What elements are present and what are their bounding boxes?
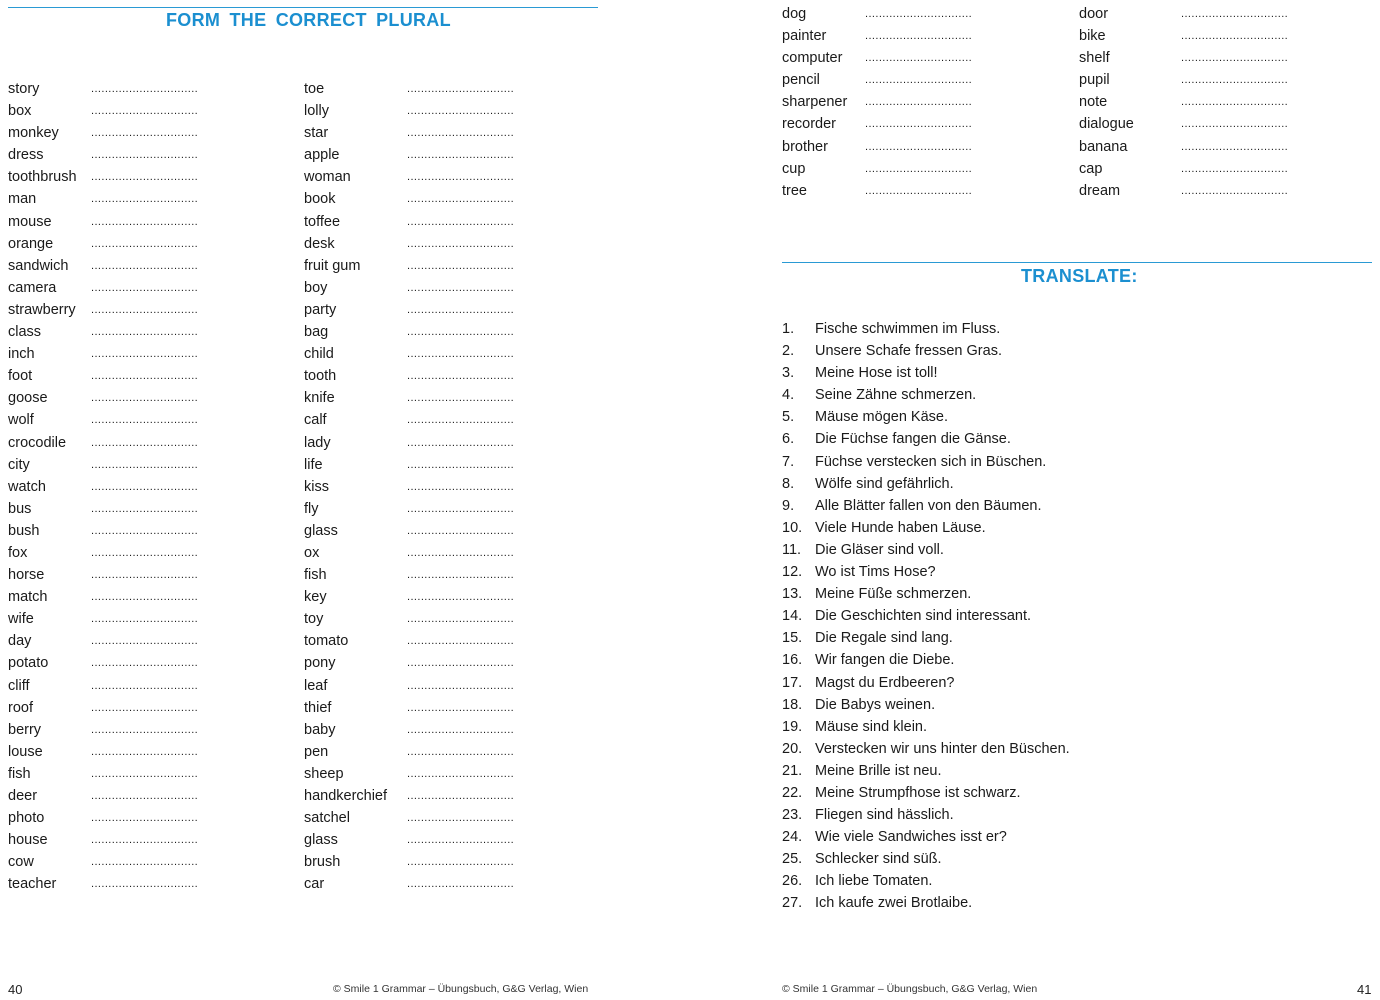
plural-word: wife: [8, 611, 34, 628]
answer-blank[interactable]: ...............................: [91, 745, 199, 758]
plural-word: camera: [8, 279, 57, 296]
answer-blank[interactable]: ...............................: [1181, 8, 1289, 20]
sentence-number: 16.: [782, 652, 803, 669]
plural-word: pen: [304, 743, 329, 760]
plural-word: ox: [304, 544, 320, 561]
plural-word: story: [8, 81, 40, 97]
answer-blank[interactable]: ...............................: [407, 745, 515, 758]
answer-blank[interactable]: ...............................: [407, 436, 515, 449]
answer-blank[interactable]: ...............................: [865, 52, 973, 65]
plural-word: inch: [8, 346, 35, 363]
plural-word: bike: [1079, 28, 1106, 45]
answer-blank[interactable]: ...............................: [91, 259, 199, 272]
answer-blank[interactable]: ...............................: [91, 569, 199, 582]
answer-blank[interactable]: ...............................: [91, 723, 199, 736]
answer-blank[interactable]: ...............................: [407, 701, 515, 714]
plural-word: cow: [8, 854, 34, 871]
plural-word: cup: [782, 160, 806, 177]
answer-blank[interactable]: ...............................: [865, 184, 973, 197]
answer-blank[interactable]: ...............................: [407, 790, 515, 802]
answer-blank[interactable]: ...............................: [91, 613, 199, 626]
plural-word: door: [1079, 6, 1109, 22]
sentence-number: 12.: [782, 564, 803, 581]
plural-word: wolf: [8, 412, 34, 429]
answer-blank[interactable]: ...............................: [407, 105, 515, 118]
answer-blank[interactable]: ...............................: [91, 171, 199, 184]
plural-word: fox: [8, 544, 28, 561]
plural-word: foot: [8, 368, 33, 385]
sentence-text: Mäuse sind klein.: [815, 718, 928, 735]
plural-word: sharpener: [782, 94, 848, 111]
plural-word: computer: [782, 50, 843, 67]
answer-blank[interactable]: ...............................: [865, 140, 973, 153]
answer-blank[interactable]: ...............................: [91, 679, 199, 692]
answer-blank[interactable]: ...............................: [1181, 52, 1289, 65]
left-header-rule: [8, 7, 598, 8]
answer-blank[interactable]: ...............................: [407, 193, 515, 206]
plural-word: toe: [304, 81, 325, 97]
answer-blank[interactable]: ...............................: [407, 303, 515, 316]
page-number-right: 41: [1357, 982, 1372, 997]
plural-word: orange: [8, 235, 54, 252]
answer-blank[interactable]: ...............................: [865, 30, 973, 43]
sentence-number: 10.: [782, 519, 803, 536]
answer-blank[interactable]: ...............................: [91, 546, 199, 559]
plural-word: satchel: [304, 810, 350, 827]
plural-word: pencil: [782, 72, 820, 89]
answer-blank[interactable]: ...............................: [407, 480, 515, 493]
plural-word: tomato: [304, 633, 349, 650]
sentence-number: 23.: [782, 807, 803, 824]
sentence-text: Meine Brille ist neu.: [815, 762, 942, 779]
sentence-text: Die Geschichten sind interessant.: [815, 608, 1031, 625]
answer-blank[interactable]: ...............................: [407, 546, 515, 559]
answer-blank[interactable]: ...............................: [91, 303, 199, 316]
plural-word: day: [8, 633, 32, 650]
plural-word: pony: [304, 655, 336, 672]
answer-blank[interactable]: ...............................: [1181, 30, 1289, 43]
plural-word: lady: [304, 434, 331, 451]
sentence-number: 2.: [782, 343, 795, 360]
translate-title: TRANSLATE:: [1021, 266, 1138, 286]
plural-word: thief: [304, 699, 332, 716]
plural-word: book: [304, 191, 336, 208]
copyright-footer-right: © Smile 1 Grammar – Übungsbuch, G&G Verlag, Wien: [782, 983, 1038, 995]
plural-word: child: [304, 346, 334, 363]
answer-blank[interactable]: ...............................: [865, 74, 973, 87]
plural-word: glass: [304, 832, 338, 849]
plural-word: sandwich: [8, 257, 69, 274]
answer-blank[interactable]: ...............................: [407, 237, 515, 250]
answer-blank[interactable]: ...............................: [407, 591, 515, 604]
answer-blank[interactable]: ...............................: [1181, 184, 1289, 197]
sentence-text: Alle Blätter fallen von den Bäumen.: [815, 497, 1042, 514]
plural-word: roof: [8, 699, 33, 716]
plural-word: fish: [304, 567, 327, 584]
plural-word: baby: [304, 721, 336, 738]
plural-word: tree: [782, 182, 807, 199]
sentence-text: Verstecken wir uns hinter den Büschen.: [815, 740, 1070, 757]
copyright-footer-left: © Smile 1 Grammar – Übungsbuch, G&G Verlag, Wien: [333, 983, 589, 995]
plural-word: fly: [304, 500, 319, 517]
answer-blank[interactable]: ...............................: [91, 834, 199, 847]
sentence-number: 20.: [782, 740, 803, 757]
plural-word: calf: [304, 412, 327, 429]
sentence-text: Meine Füße schmerzen.: [815, 586, 972, 603]
plural-word: key: [304, 589, 327, 606]
page-number-left: 40: [8, 982, 23, 997]
answer-blank[interactable]: ...............................: [91, 458, 199, 471]
plural-word: handkerchief: [304, 788, 388, 804]
plural-word: desk: [304, 235, 335, 252]
sentence-text: Meine Strumpfhose ist schwarz.: [815, 784, 1021, 801]
plural-word: shelf: [1079, 50, 1110, 67]
answer-blank[interactable]: ...............................: [91, 237, 199, 250]
answer-blank[interactable]: ...............................: [91, 392, 199, 405]
answer-blank[interactable]: ...............................: [407, 326, 515, 339]
plural-word: horse: [8, 567, 45, 584]
plural-word: match: [8, 589, 48, 606]
plural-word: woman: [304, 169, 351, 186]
plural-word: car: [304, 876, 325, 893]
answer-blank[interactable]: ...............................: [407, 613, 515, 626]
answer-blank[interactable]: ...............................: [91, 105, 199, 118]
plural-word: toy: [304, 611, 324, 628]
plural-word: fish: [8, 765, 31, 782]
plural-word: monkey: [8, 125, 59, 142]
plural-word: cliff: [8, 677, 30, 694]
plural-word: cap: [1079, 160, 1103, 177]
plural-word: crocodile: [8, 434, 67, 451]
answer-blank[interactable]: ...............................: [91, 326, 199, 339]
plural-word: lolly: [304, 103, 329, 120]
sentence-number: 7.: [782, 453, 795, 470]
plural-word: recorder: [782, 116, 836, 133]
plural-word: fruit gum: [304, 257, 361, 274]
answer-blank[interactable]: ...............................: [407, 569, 515, 582]
sentence-number: 1.: [782, 321, 795, 337]
sentence-number: 8.: [782, 475, 795, 492]
plural-word: photo: [8, 810, 45, 827]
answer-blank[interactable]: ...............................: [407, 171, 515, 184]
answer-blank[interactable]: ...............................: [407, 370, 515, 383]
answer-blank[interactable]: ...............................: [91, 414, 199, 427]
answer-blank[interactable]: ...............................: [91, 127, 199, 140]
sentence-text: Magst du Erdbeeren?: [815, 674, 955, 691]
answer-blank[interactable]: ...............................: [407, 723, 515, 736]
answer-blank[interactable]: ...............................: [91, 502, 199, 515]
answer-blank[interactable]: ...............................: [1181, 162, 1289, 175]
sentence-number: 26.: [782, 873, 803, 890]
plural-word: tooth: [304, 368, 337, 385]
sentence-number: 22.: [782, 784, 803, 801]
sentence-number: 19.: [782, 718, 803, 735]
answer-blank[interactable]: ...............................: [1181, 140, 1289, 153]
answer-blank[interactable]: ...............................: [91, 436, 199, 449]
plural-word: goose: [8, 390, 48, 407]
answer-blank[interactable]: ...............................: [407, 856, 515, 869]
sentence-text: Wölfe sind gefährlich.: [815, 475, 954, 492]
plural-word: toothbrush: [8, 169, 77, 186]
answer-blank[interactable]: ...............................: [407, 878, 515, 891]
answer-blank[interactable]: ...............................: [407, 812, 515, 825]
answer-blank[interactable]: ...............................: [91, 83, 199, 95]
answer-blank[interactable]: ...............................: [407, 149, 515, 162]
sentence-text: Ich liebe Tomaten.: [815, 873, 933, 890]
sentence-number: 25.: [782, 851, 803, 868]
answer-blank[interactable]: ...............................: [91, 812, 199, 825]
answer-blank[interactable]: ...............................: [91, 701, 199, 714]
answer-blank[interactable]: ...............................: [407, 259, 515, 272]
answer-blank[interactable]: ...............................: [407, 414, 515, 427]
sentence-text: Füchse verstecken sich in Büschen.: [815, 453, 1047, 470]
plural-word: dialogue: [1079, 116, 1134, 133]
plural-word: knife: [304, 390, 335, 407]
plural-word: note: [1079, 94, 1108, 111]
plural-word: pupil: [1079, 72, 1110, 89]
answer-blank[interactable]: ...............................: [407, 834, 515, 847]
plural-word: potato: [8, 655, 49, 672]
plural-word: watch: [8, 478, 46, 495]
answer-blank[interactable]: ...............................: [91, 193, 199, 206]
plural-word: bag: [304, 324, 329, 341]
answer-blank[interactable]: ...............................: [407, 767, 515, 780]
answer-blank[interactable]: ...............................: [407, 215, 515, 228]
answer-blank[interactable]: ...............................: [91, 480, 199, 493]
sentence-text: Mäuse mögen Käse.: [815, 409, 948, 426]
plural-word: deer: [8, 788, 38, 804]
answer-blank[interactable]: ...............................: [91, 878, 199, 891]
answer-blank[interactable]: ...............................: [407, 657, 515, 670]
sentence-number: 13.: [782, 586, 803, 603]
plural-word: bus: [8, 500, 32, 517]
plural-word: boy: [304, 279, 328, 296]
plural-word: mouse: [8, 213, 52, 230]
plural-word: dress: [8, 147, 44, 164]
plural-word: apple: [304, 147, 340, 164]
plural-word: berry: [8, 721, 42, 738]
answer-blank[interactable]: ...............................: [91, 635, 199, 648]
answer-blank[interactable]: ...............................: [1181, 96, 1289, 109]
plural-word: dog: [782, 6, 807, 22]
sentence-text: Schlecker sind süß.: [815, 851, 942, 868]
answer-blank[interactable]: ...............................: [407, 83, 515, 95]
answer-blank[interactable]: ...............................: [407, 458, 515, 471]
sentence-text: Wo ist Tims Hose?: [815, 564, 936, 581]
answer-blank[interactable]: ...............................: [91, 149, 199, 162]
sentence-number: 18.: [782, 696, 803, 713]
sentence-number: 5.: [782, 409, 795, 426]
answer-blank[interactable]: ...............................: [865, 8, 973, 20]
sentence-text: Seine Zähne schmerzen.: [815, 387, 977, 404]
plural-word: brush: [304, 854, 341, 871]
sentence-text: Ich kaufe zwei Brotlaibe.: [815, 895, 973, 912]
answer-blank[interactable]: ...............................: [91, 856, 199, 869]
sentence-number: 27.: [782, 895, 803, 912]
answer-blank[interactable]: ...............................: [91, 524, 199, 537]
sentence-text: Die Gläser sind voll.: [815, 541, 944, 558]
plural-word: man: [8, 191, 37, 208]
plural-word: brother: [782, 138, 828, 155]
sentence-number: 17.: [782, 674, 803, 691]
answer-blank[interactable]: ...............................: [407, 502, 515, 515]
answer-blank[interactable]: ...............................: [91, 281, 199, 294]
sentence-text: Viele Hunde haben Läuse.: [815, 519, 986, 536]
plural-word: louse: [8, 743, 43, 760]
answer-blank[interactable]: ...............................: [407, 524, 515, 537]
answer-blank[interactable]: ...............................: [407, 127, 515, 140]
sentence-number: 15.: [782, 630, 803, 647]
plural-word: strawberry: [8, 301, 76, 318]
answer-blank[interactable]: ...............................: [407, 392, 515, 405]
plural-word: glass: [304, 522, 338, 539]
sentence-number: 21.: [782, 762, 803, 779]
answer-blank[interactable]: ...............................: [91, 767, 199, 780]
answer-blank[interactable]: ...............................: [407, 679, 515, 692]
sentence-text: Wie viele Sandwiches isst er?: [815, 829, 1007, 846]
sentence-text: Die Regale sind lang.: [815, 630, 953, 647]
sentence-text: Meine Hose ist toll!: [815, 365, 938, 382]
sentence-text: Fische schwimmen im Fluss.: [815, 321, 1001, 337]
sentence-number: 3.: [782, 365, 795, 382]
answer-blank[interactable]: ...............................: [1181, 74, 1289, 87]
translate-header-rule: [782, 262, 1372, 263]
plural-word: banana: [1079, 138, 1128, 155]
sentence-number: 9.: [782, 497, 795, 514]
answer-blank[interactable]: ...............................: [91, 370, 199, 383]
plural-word: dream: [1079, 182, 1121, 199]
plural-word: box: [8, 103, 32, 120]
plural-exercise-title: FORM THE CORRECT PLURAL: [166, 10, 451, 30]
plural-word: leaf: [304, 677, 328, 694]
plural-word: class: [8, 324, 42, 341]
plural-word: painter: [782, 28, 827, 45]
sentence-text: Die Füchse fangen die Gänse.: [815, 431, 1011, 448]
plural-word: house: [8, 832, 48, 849]
answer-blank[interactable]: ...............................: [91, 348, 199, 361]
plural-word: sheep: [304, 765, 344, 782]
answer-blank[interactable]: ...............................: [865, 162, 973, 175]
answer-blank[interactable]: ...............................: [91, 657, 199, 670]
sentence-number: 14.: [782, 608, 803, 625]
plural-word: bush: [8, 522, 40, 539]
answer-blank[interactable]: ...............................: [407, 281, 515, 294]
plural-word: toffee: [304, 213, 341, 230]
plural-word: life: [304, 456, 323, 473]
sentence-number: 6.: [782, 431, 795, 448]
plural-word: party: [304, 301, 337, 318]
sentence-text: Fliegen sind hässlich.: [815, 807, 954, 824]
plural-word: teacher: [8, 876, 57, 893]
plural-word: city: [8, 456, 30, 473]
answer-blank[interactable]: ...............................: [407, 348, 515, 361]
sentence-text: Die Babys weinen.: [815, 696, 936, 713]
plural-word: star: [304, 125, 329, 142]
answer-blank[interactable]: ...............................: [865, 96, 973, 109]
answer-blank[interactable]: ...............................: [91, 591, 199, 604]
sentence-number: 11.: [782, 541, 802, 558]
sentence-text: Unsere Schafe fressen Gras.: [815, 343, 1002, 360]
sentence-number: 4.: [782, 387, 795, 404]
answer-blank[interactable]: ...............................: [1181, 118, 1289, 131]
answer-blank[interactable]: ...............................: [91, 215, 199, 228]
sentence-text: Wir fangen die Diebe.: [815, 652, 955, 669]
plural-word: kiss: [304, 478, 329, 495]
answer-blank[interactable]: ...............................: [407, 635, 515, 648]
answer-blank[interactable]: ...............................: [91, 790, 199, 802]
sentence-number: 24.: [782, 829, 803, 846]
answer-blank[interactable]: ...............................: [865, 118, 973, 131]
